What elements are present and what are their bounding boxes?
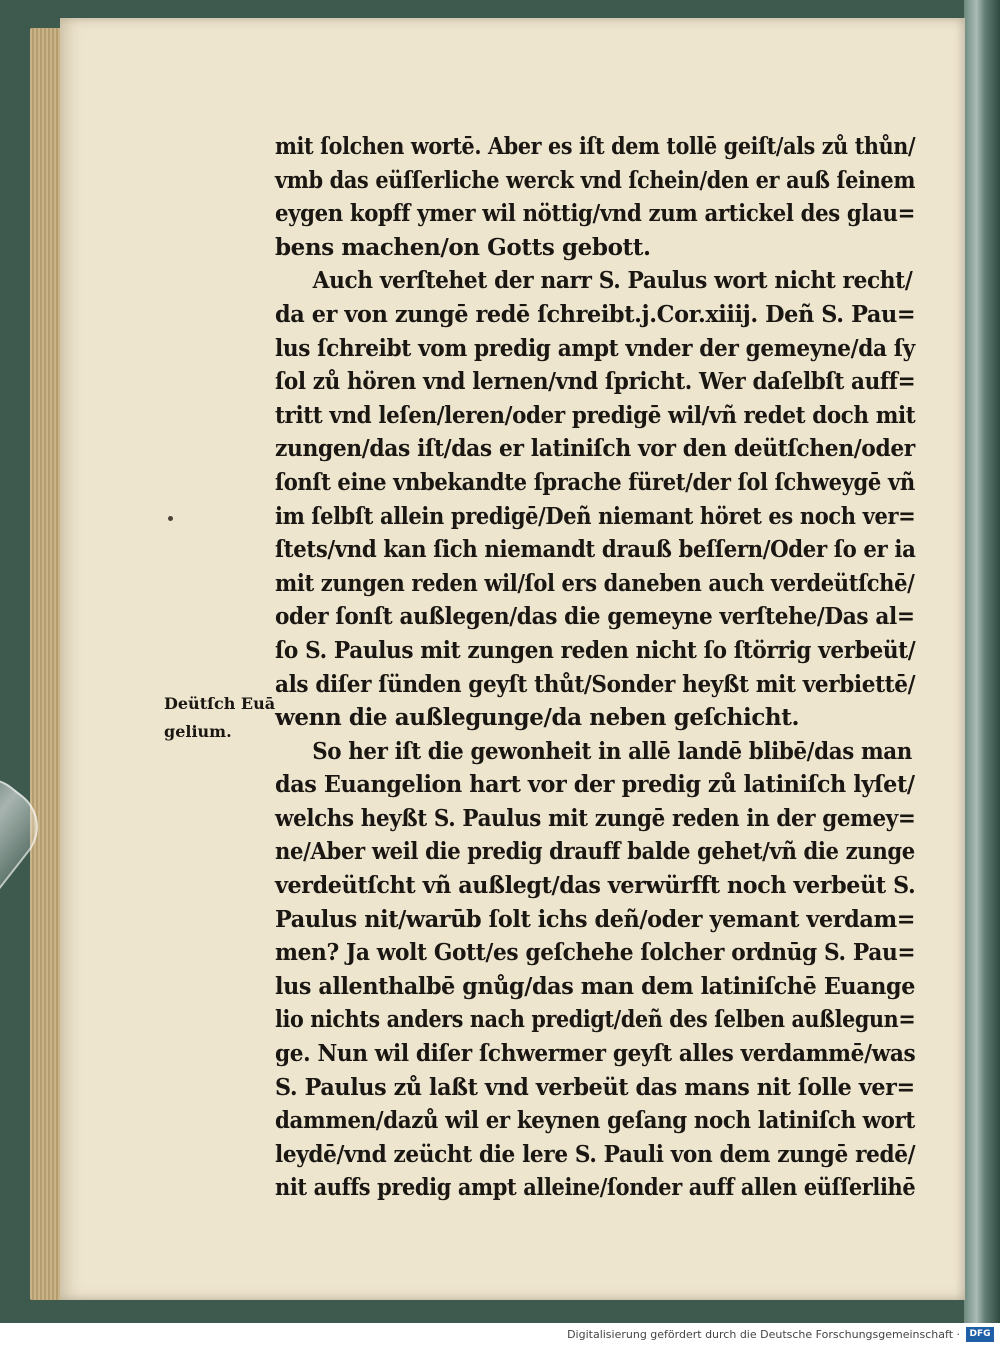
- text-line: mit ſolchen wortē. Aber es iſt dem tollē geiſt/als zů thůn/: [275, 133, 916, 160]
- text-line: zungen/das iſt/das er latiniſch vor den deütſchen/oder: [275, 435, 915, 463]
- text-line: da er von zungē redē ſchreibt.j.Cor.xiiij. Deñ S. Pau=: [275, 300, 916, 328]
- dfg-logo: DFG: [966, 1327, 994, 1342]
- text-line: das Euangelion hart vor der predig zů latiniſch lyſet/: [275, 771, 915, 799]
- book-spine: [964, 0, 1000, 1323]
- text-line: ne/Aber weil die predig drauff balde gehet/vñ die zunge: [275, 838, 915, 866]
- margin-note-line: Deütſch Euā: [164, 694, 276, 713]
- text-line: Auch verſtehet der narr S. Paulus wort nicht recht/: [312, 267, 913, 295]
- margin-dot: [168, 516, 173, 521]
- text-line: als diſer ſünden geyſt thůt/Sonder heyßt mit verbiettē/: [275, 670, 916, 698]
- text-line: wenn die außlegunge/da neben geſchicht.: [275, 704, 800, 732]
- text-line: lus ſchreibt vom predig ampt vnder der gemeyne/da ſy: [275, 334, 915, 362]
- text-line: lus allenthalbē gnůg/das man dem latiniſchē Euange: [275, 972, 915, 1000]
- funding-credit: Digitalisierung gefördert durch die Deutsche Forschungsgemeinschaft ·: [567, 1328, 960, 1341]
- text-line: oder ſonſt außlegen/das die gemeyne verſtehe/Das al=: [275, 603, 915, 631]
- text-line: welchs heyßt S. Paulus mit zungē reden in der gemey=: [275, 804, 916, 832]
- text-line: men? Ja wolt Gott/es geſchehe ſolcher ordnūg S. Pau=: [275, 939, 916, 967]
- text-line: S. Paulus zů laßt vnd verbeüt das mans nit ſolle ver=: [275, 1073, 915, 1101]
- text-line: mit zungen reden wil/ſol ers daneben auch verdeütſchē/: [275, 569, 915, 597]
- text-line: ſol zů hören vnd lernen/vnd ſpricht. Wer daſelbſt auff=: [275, 368, 916, 396]
- text-line: Paulus nit/warūb ſolt ichs deñ/oder yemant verdam=: [275, 905, 916, 933]
- text-line: So her iſt die gewonheit in allē landē blibē/das man: [312, 737, 912, 765]
- text-line: nit auffs predig ampt alleine/ſonder auff allen eüſſerlihē: [275, 1174, 916, 1202]
- text-line: verdeütſcht vñ außlegt/das verwürfft noch verbeüt S.: [275, 872, 916, 900]
- text-line: tritt vnd leſen/leren/oder predigē wil/vñ redet doch mit: [275, 401, 916, 429]
- text-line: ſtets/vnd kan ſich niemandt drauß beſſern/Oder ſo er ia: [275, 536, 916, 564]
- footer-bar: [0, 1323, 1000, 1349]
- text-line: ſo S. Paulus mit zungen reden nicht ſo ſtörrig verbeüt/: [275, 636, 916, 664]
- margin-note-line: gelium.: [164, 722, 232, 741]
- text-line: eygen kopff ymer wil nöttig/vnd zum artickel des glau=: [275, 200, 916, 228]
- text-line: lio nichts anders nach predigt/deñ des ſelben außlegun=: [275, 1006, 916, 1034]
- text-line: dammen/dazů wil er keynen geſang noch latiniſch wort: [275, 1107, 915, 1135]
- text-line: vmb das eüſſerliche werck vnd ſchein/den er auß ſeinem: [275, 166, 916, 194]
- text-line: ge. Nun wil diſer ſchwermer geyſt alles verdammē/was: [275, 1040, 916, 1068]
- main-text: [275, 130, 915, 1205]
- margin-note: [164, 690, 282, 746]
- text-line: leydē/vnd zeücht die lere S. Pauli von dem zungē redē/: [275, 1140, 916, 1168]
- text-line: bens machen/on Gotts gebott.: [275, 233, 651, 261]
- text-line: im ſelbſt allein predigē/Deñ niemant höret es noch ver=: [275, 502, 916, 530]
- text-line: ſonſt eine vnbekandte ſprache füret/der ſol ſchweygē vñ: [275, 468, 915, 496]
